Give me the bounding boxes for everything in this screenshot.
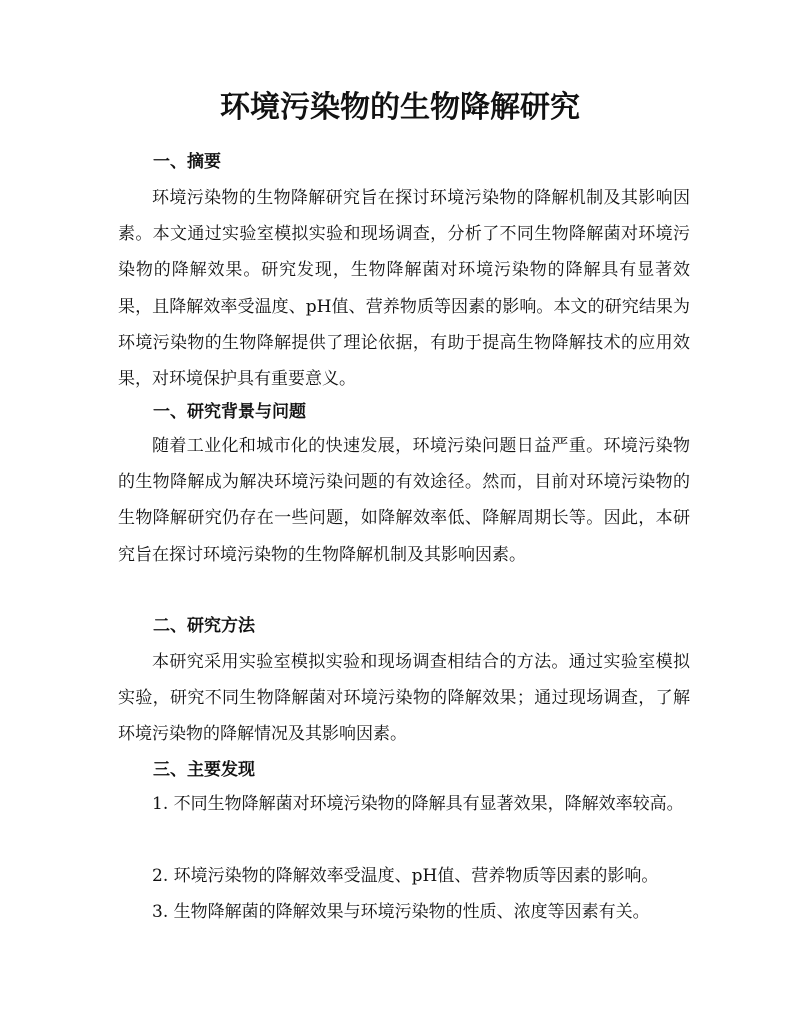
finding-item-1: 1. 不同生物降解菌对环境污染物的降解具有显著效果，降解效率较高。 <box>152 794 684 814</box>
section-heading-abstract: 一、摘要 <box>153 152 221 172</box>
abstract-paragraph: 环境污染物的生物降解研究旨在探讨环境污染物的降解机制及其影响因素。本文通过实验室模拟实验和现场调查，分析了不同生物降解菌对环境污染物的降解效果。研究发现，生物降解菌对环境污染物的降解具有显著效果，且降解效率受温度、pH值、营养物质等因素的影响。本文的研究结果为环境污染物的生物降解提供了理论依据，有助于提高生物降解技术的应用效果，对环境保护具有重要意义。 <box>118 188 690 390</box>
document-title: 环境污染物的生物降解研究 <box>220 90 580 125</box>
finding-item-3: 3. 生物降解菌的降解效果与环境污染物的性质、浓度等因素有关。 <box>152 902 650 922</box>
background-paragraph: 随着工业化和城市化的快速发展，环境污染问题日益严重。环境污染物的生物降解成为解决环境污染问题的有效途径。然而，目前对环境污染物的生物降解研究仍存在一些问题，如降解效率低、降解周期长等。因此，本研究旨在探讨环境污染物的生物降解机制及其影响因素。 <box>118 436 690 565</box>
section-heading-methods: 二、研究方法 <box>153 616 255 636</box>
section-heading-findings: 三、主要发现 <box>153 760 255 780</box>
section-heading-background: 一、研究背景与问题 <box>153 402 306 422</box>
methods-paragraph: 本研究采用实验室模拟实验和现场调查相结合的方法。通过实验室模拟实验，研究不同生物降解菌对环境污染物的降解效果；通过现场调查，了解环境污染物的降解情况及其影响因素。 <box>118 652 690 745</box>
finding-item-2: 2. 环境污染物的降解效率受温度、pH值、营养物质等因素的影响。 <box>152 866 659 886</box>
